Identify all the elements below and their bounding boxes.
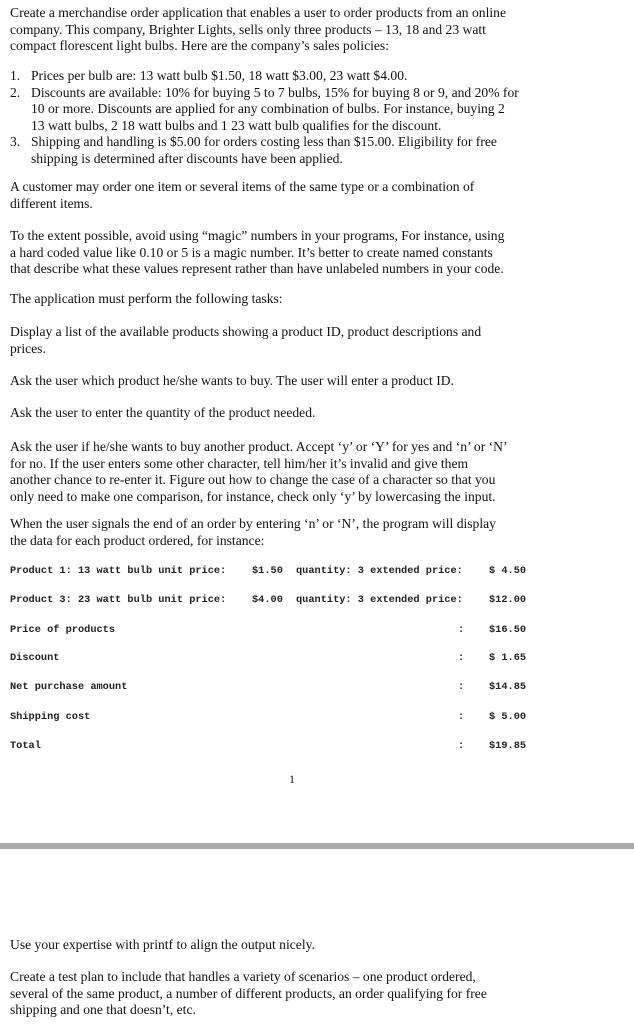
text-line: Prices per bulb are: 13 watt bulb $1.50, 18 watt $3.00, 23 watt $4.00. bbox=[31, 68, 408, 83]
text-line: company. This company, Brighter Lights, sells only three products – 13, 18 and 23 watt bbox=[10, 21, 486, 37]
policy-list bbox=[10, 68, 519, 167]
paragraph bbox=[10, 324, 481, 357]
summary-colon: : bbox=[458, 711, 465, 723]
product-line-label: Product 3: 23 watt bulb unit price: bbox=[10, 594, 227, 606]
text-line: Create a test plan to include that handles a variety of scenarios – one product ordered, bbox=[10, 969, 476, 984]
paragraph bbox=[10, 516, 496, 549]
paragraph bbox=[10, 405, 315, 422]
text-line: Ask the user if he/she wants to buy another product. Accept ‘y’ or ‘Y’ for yes and ‘n’ or ‘N’ bbox=[10, 439, 508, 454]
extended-price: $12.00 bbox=[489, 594, 527, 606]
paragraph bbox=[10, 373, 454, 390]
text-line: a hard coded value like 0.10 or 5 is a magic number. It’s better to create named constants bbox=[10, 244, 493, 260]
text-line: compact florescent light bulbs. Here are the company’s sales policies: bbox=[10, 38, 389, 53]
extended-price: $ 4.50 bbox=[489, 565, 527, 577]
unit-price: $4.00 bbox=[252, 594, 283, 606]
summary-colon: : bbox=[458, 681, 465, 693]
text-line: shipping is determined after discounts have been applied. bbox=[31, 150, 343, 166]
text-line: Display a list of the available products showing a product ID, product descriptions and bbox=[10, 324, 482, 339]
page-break-divider bbox=[0, 843, 634, 849]
policy-item bbox=[10, 134, 519, 167]
quantity-label: quantity: 3 extended price: bbox=[296, 594, 463, 606]
text-line: Ask the user to enter the quantity of the product needed. bbox=[10, 405, 316, 420]
summary-value: $16.50 bbox=[489, 624, 527, 636]
paragraph bbox=[10, 439, 508, 505]
text-line: several of the same product, a number of different products, an order qualifying for free bbox=[10, 985, 487, 1001]
text-line: The application must perform the following tasks: bbox=[10, 291, 283, 306]
summary-colon: : bbox=[458, 740, 465, 752]
product-line-label: Product 1: 13 watt bulb unit price: bbox=[10, 565, 227, 577]
text-line: shipping and one that doesn’t, etc. bbox=[10, 1002, 196, 1017]
text-line: Shipping and handling is $5.00 for orders costing less than $15.00. Eligibility for free bbox=[31, 134, 497, 149]
text-line: Use your expertise with printf to align the output nicely. bbox=[10, 937, 315, 952]
quantity-label: quantity: 3 extended price: bbox=[296, 565, 463, 577]
text-line: for no. If the user enters some other character, tell him/her it’s invalid and give them bbox=[10, 455, 469, 471]
text-line: A customer may order one item or several items of the same type or a combination of bbox=[10, 179, 475, 194]
text-line: 10 or more. Discounts are applied for any combination of bulbs. For instance, buying 2 bbox=[31, 101, 505, 116]
policy-number: 2. bbox=[10, 84, 21, 100]
text-line: To the extent possible, avoid using “magic” numbers in your programs, For instance, using bbox=[10, 228, 505, 243]
text-line: another chance to re-enter it. Figure out how to change the case of a character so that you bbox=[10, 472, 496, 487]
paragraph bbox=[10, 937, 315, 954]
summary-value: $19.85 bbox=[489, 740, 527, 752]
text-line: 13 watt bulbs, 2 18 watt bulbs and 1 23 watt bulb qualifies for the discount. bbox=[31, 117, 442, 133]
policy-number: 3. bbox=[10, 134, 21, 149]
page-number: 1 bbox=[289, 772, 295, 786]
summary-label: Total bbox=[10, 740, 41, 752]
summary-label: Price of products bbox=[10, 624, 116, 636]
text-line: prices. bbox=[10, 340, 46, 356]
policy-item bbox=[10, 85, 519, 135]
paragraph bbox=[10, 228, 504, 278]
text-line: that describe what these values represent rather than have unlabeled numbers in your code. bbox=[10, 261, 504, 276]
intro-paragraph bbox=[10, 5, 506, 55]
text-line: Ask the user which product he/she wants to buy. The user will enter a product ID. bbox=[10, 373, 454, 388]
paragraph bbox=[10, 291, 283, 308]
text-line: different items. bbox=[10, 195, 93, 211]
unit-price: $1.50 bbox=[252, 565, 283, 577]
text-line: Create a merchandise order application that enables a user to order products from an online bbox=[10, 5, 506, 20]
summary-label: Net purchase amount bbox=[10, 681, 128, 693]
summary-value: $ 1.65 bbox=[489, 652, 527, 664]
paragraph bbox=[10, 969, 487, 1019]
text-line: Discounts are available: 10% for buying 5 to 7 bulbs, 15% for buying 8 or 9, and 20% for bbox=[31, 84, 519, 100]
summary-value: $ 5.00 bbox=[489, 711, 527, 723]
text-line: When the user signals the end of an order by entering ‘n’ or ‘N’, the program will display bbox=[10, 516, 496, 531]
summary-value: $14.85 bbox=[489, 681, 527, 693]
summary-colon: : bbox=[458, 624, 465, 636]
summary-colon: : bbox=[458, 652, 465, 664]
text-line: the data for each product ordered, for instance: bbox=[10, 532, 265, 548]
text-line: only need to make one comparison, for instance, check only ‘y’ by lowercasing the input. bbox=[10, 488, 496, 504]
policy-item bbox=[10, 68, 519, 85]
summary-label: Shipping cost bbox=[10, 711, 91, 723]
paragraph bbox=[10, 179, 474, 212]
summary-label: Discount bbox=[10, 652, 60, 664]
policy-number: 1. bbox=[10, 68, 21, 83]
